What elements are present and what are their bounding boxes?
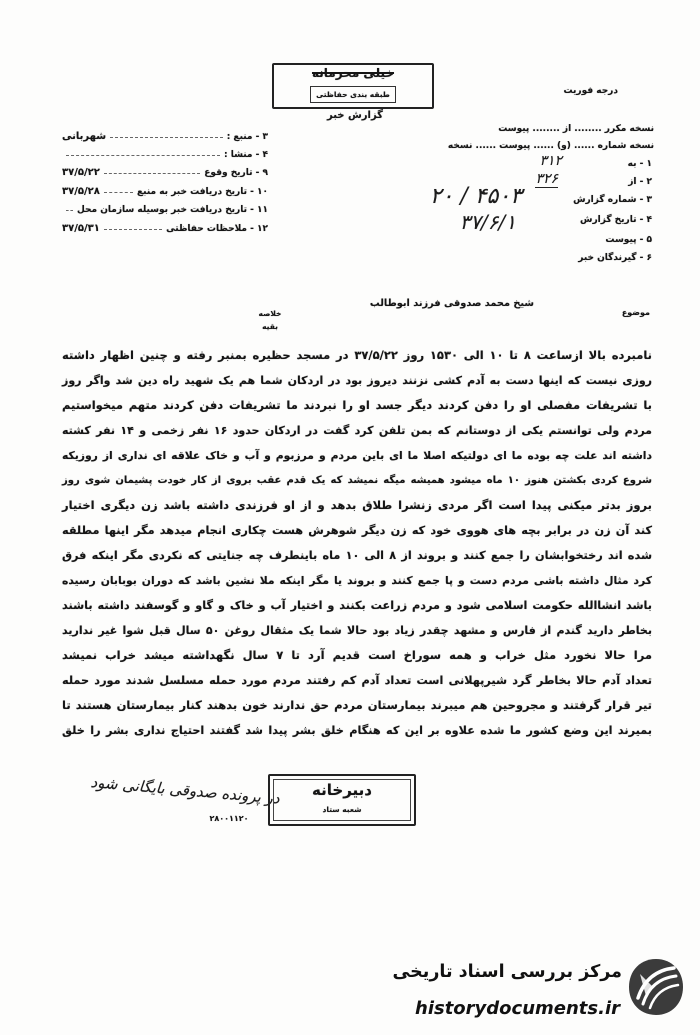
field-label: ۴ - منشا :: [223, 149, 268, 160]
field-source: [62, 128, 268, 145]
dotted-divider: [66, 154, 220, 156]
document-number: ۲۸۰۰۱۱۲۰: [209, 814, 249, 823]
field-value: شهربانی: [62, 131, 107, 142]
field-label: ۳ - منبع :: [226, 131, 268, 142]
subject: شیخ محمد صدوقی فرزند ابوطالب: [370, 298, 534, 309]
report-body: [62, 343, 652, 743]
dotted-divider: [104, 228, 162, 230]
body-line: مرا حالا نخورد مثل خراب و همه سوراخ است قدیم آرد تا ۷ سال نگهداشته میشد خراب نمیشد: [62, 648, 652, 662]
field-report-date-value: ۳۷/۶/۱: [459, 210, 516, 234]
handwritten-note: در پرونده صدوقی بایگانی شود: [89, 773, 281, 808]
field-label: ۱۲ - ملاحظات حفاظتی: [166, 223, 268, 234]
field-label: ۱۰ - تاریخ دریافت خبر به منبع: [137, 186, 268, 197]
registry-stamp-title: دبیرخانه: [312, 781, 372, 799]
field-to-value: ۳۱۲: [539, 153, 562, 169]
urgency-label: درجه فوریت: [563, 86, 618, 96]
archive-seal-icon: [626, 956, 686, 1018]
field-origin: [62, 146, 268, 163]
dotted-divider: [110, 136, 223, 138]
right-fields: [392, 122, 654, 272]
report-type: گزارش خبر: [326, 110, 383, 121]
field-recipients-label: ۶ - گیرندگان خبر: [578, 253, 652, 263]
classification-label: طبقه بندی حفاظتی: [310, 86, 396, 103]
body-line: مردم ولی توانستم یکی از دوستانم که بمن تلفن کرد گفت در اردکان حدود ۱۶ نفر زخمی و ۱۴ نفر کشته: [62, 424, 652, 437]
dotted-divider: [104, 191, 133, 193]
body-line: داشته اند علت چه بوده ما ای دولتیکه اصلا ما ای باین مردم و مرزبوم و آب و خاک علاقه ای نداری از روزیکه: [62, 449, 652, 462]
subject-label: موضوع: [621, 308, 650, 317]
body-line: شده اند رختخوابشان را جمع کنند و بروند از ۸ الی ۱۰ ماه باینطرف چه جنایتی که نکردی مگر اینکه فرق: [62, 549, 653, 562]
field-report-date-label: ۴ - تاریخ گزارش: [580, 215, 652, 225]
registry-stamp-subtitle: شعبه ستاد: [322, 805, 362, 814]
rest-label: بقیه: [262, 322, 278, 331]
body-line: نامبرده بالا ازساعت ۸ تا ۱۰ الی ۱۵۳۰ روز ۳۷/۵/۲۲ در مسجد حظیره بمنبر رفته و چنین اظهار داشته: [62, 348, 652, 362]
watermark-title: مرکز بررسی اسناد تاریخی: [392, 962, 622, 982]
body-line: بروز بدتر میکنی پیدا است اگر مردی زنشرا طلاق بدهد و از او فرزندی داشته باشد زن دیگری اختیار: [62, 498, 652, 512]
field-received-by-source-date: [62, 183, 268, 200]
field-value: ۳۷/۵/۳۱: [62, 223, 100, 234]
body-line: بخاطر دارید گندم از فارس و مشهد چقدر زیاد بود حالا شما یک مثقال روغن ۵۰ سال قبل شوا غیر ندارید: [62, 624, 652, 637]
field-from-label: ۲ - از: [628, 177, 652, 187]
field-to-label: ۱ - به: [627, 159, 652, 169]
field-value: ۳۷/۵/۲۸: [62, 186, 100, 197]
field-label: ۹ - تاریخ وقوع: [204, 167, 268, 178]
registry-stamp: [268, 774, 416, 826]
copy-header: نسخه مکرر ........ از ........ پیوست: [498, 124, 654, 134]
dotted-divider: [104, 172, 200, 174]
body-line: تیر قرار گرفتند و مجروحین هم میبرند بیمارستان مردم حق ندارند خون بدهند کنار بیمارستان هستند تا: [62, 698, 652, 712]
body-line: کرد مثال داشته باشی مردم دست و پا جمع کنند و بروند یا مگر اینکه ملا نشین باشد که دوران بوبابان رسیده: [62, 574, 652, 587]
body-line: تعداد آدم حالا بخاطر گرد شیرپهلانی است تعداد آدم کم رفتند مردم مورد حمله مسلسل شدند مورد حمله: [62, 674, 652, 687]
field-label: ۱۱ - تاریخ دریافت خبر بوسیله سازمان محل: [76, 204, 268, 215]
field-received-by-office-date: [62, 201, 268, 218]
field-event-date: [62, 164, 268, 181]
field-report-number-label: ۳ - شماره گزارش: [573, 195, 652, 205]
dotted-divider: [66, 209, 73, 211]
body-line: با تشریفات مفصلی او را دفن کردند دیگر جسد او را نبردند ما تشریفات دفن کردند متهم میخواستیم: [62, 398, 652, 412]
classification-stamp: [272, 63, 434, 109]
field-security-notes: [62, 220, 268, 237]
copy-number-header: نسخه شماره ...... (و) ...... پیوست ...... نسخه: [447, 141, 654, 151]
field-value: ۳۷/۵/۲۲: [62, 167, 100, 178]
classification-stamp-text: خیلی محرمانه: [311, 66, 395, 80]
body-line: کند آن زن در برابر بچه های هووی خود که زن دیگر شوهرش هست چکاری انجام میدهد مگر اینها مطلقه: [62, 524, 652, 537]
body-line: شروع کردی بکشتن هنوز ۱۰ ماه میشود همیشه میگه نمیشد که یک قدم عقب بروی از کار خودت پشیمان شوی روز: [62, 475, 653, 486]
field-report-number-value: ۴۵۰۳ / ۲۰: [429, 184, 522, 209]
left-fields: [62, 126, 268, 236]
summary-label: خلاصه: [258, 309, 282, 318]
watermark-url: historydocuments.ir: [415, 998, 620, 1019]
field-from-value: ۳۲۶: [535, 171, 558, 187]
body-line: روزی نیست که اینها دست به آدم کشی نزنند دیروز بود در اردکان شما هم یک شهید راه دین شد واگر روز: [62, 374, 652, 387]
body-line: باشد انشاالله حکومت اسلامی شود و مردم زراعت بکنند و اختیار آب و خاک و گاو و گوسفند داشته باشند: [62, 599, 652, 612]
body-line: بمیرند این وضع کشور ما شده علاوه بر این که هنگام خلق بشر پیدا شد گفتند احتیاج نداری بشر را خلق: [62, 724, 652, 737]
field-attachment-label: ۵ - پیوست: [605, 235, 652, 245]
